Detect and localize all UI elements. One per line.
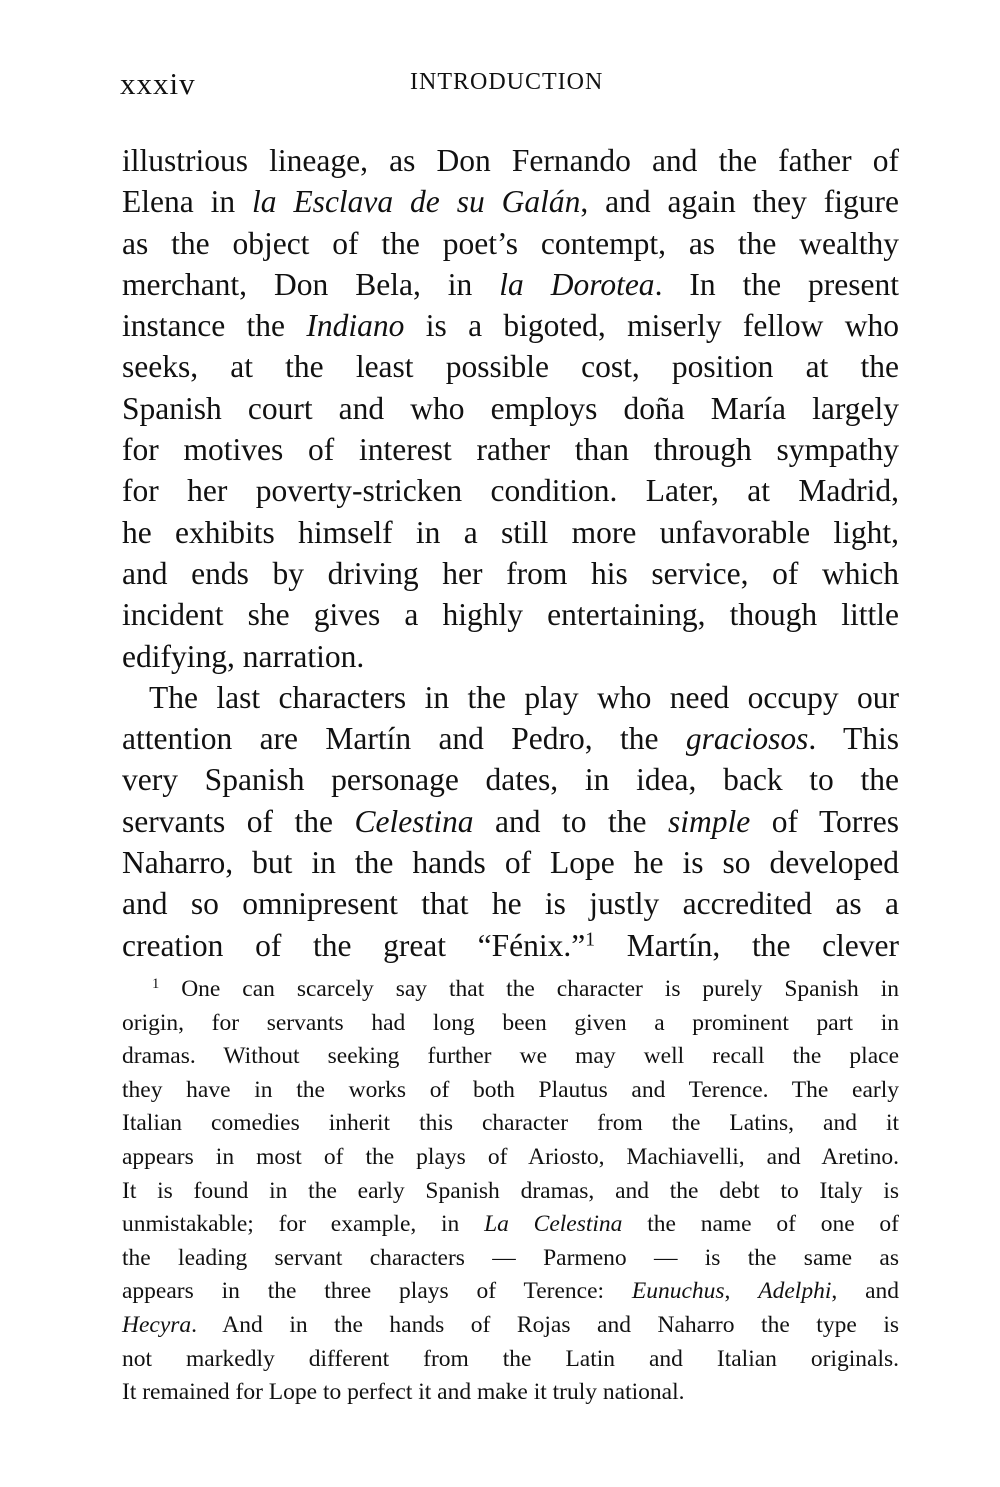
footnote-line <box>122 1208 899 1242</box>
text-run: not markedly different from the Latin and Italian originals. <box>122 1345 899 1372</box>
italic-text: la Dorotea <box>499 266 655 302</box>
text-run: Spanish court and who employs doña María largely <box>122 390 899 426</box>
footnote-line <box>122 1275 899 1309</box>
body-line <box>122 801 899 842</box>
footnote-line <box>122 1376 899 1410</box>
text-run: Elena in <box>122 184 253 220</box>
text-run: One can scarcely say that the character is purely Spanish in <box>159 976 899 1002</box>
text-run: The last characters in the play who need occupy our <box>149 679 899 715</box>
italic-text: graciosos <box>685 721 809 757</box>
body-line <box>122 429 899 470</box>
body-line <box>122 223 899 264</box>
italic-text: la Esclava de su Galán <box>252 184 581 220</box>
text-run: Martín, the clever <box>595 927 900 963</box>
text-run: he exhibits himself in a still more unfavorable light, <box>122 514 899 550</box>
footnote-line <box>122 1007 899 1041</box>
text-run: and to the <box>473 803 669 839</box>
body-line <box>122 636 899 677</box>
text-run: incident she gives a highly entertaining, though little <box>122 597 899 633</box>
italic-text: Adelphi <box>758 1278 832 1305</box>
body-line <box>122 346 899 387</box>
text-run: the leading servant characters — Parmeno — is the same as <box>122 1244 899 1271</box>
body-line <box>122 181 899 222</box>
footnote-marker: 1 <box>152 976 160 992</box>
text-run: It is found in the early Spanish dramas, and the debt to Italy is <box>122 1177 899 1204</box>
footnote-line <box>122 1141 899 1175</box>
body-line <box>122 512 899 553</box>
text-run: Naharro, but in the hands of Lope he is so developed <box>122 845 899 881</box>
text-run: dramas. Without seeking further we may well recall the place <box>122 1043 899 1070</box>
body-line <box>122 264 899 305</box>
footnote-line <box>122 1040 899 1074</box>
italic-text: Celestina <box>354 803 474 839</box>
text-run: instance the <box>122 308 307 344</box>
text-run: Italian comedies inherit this character from the Latins, and it <box>122 1110 899 1137</box>
body-line <box>122 140 899 181</box>
text-run: appears in the three plays of Terence: <box>122 1278 632 1305</box>
italic-text: Hecyra <box>122 1311 192 1338</box>
body-line <box>122 883 899 924</box>
footnote-line <box>122 1309 899 1343</box>
text-run: merchant, Don Bela, in <box>122 266 500 302</box>
italic-text: simple <box>668 803 751 839</box>
text-run: . In the present <box>654 266 900 302</box>
running-title: INTRODUCTION <box>410 69 604 95</box>
text-run: It remained for Lope to perfect it and make it truly national. <box>122 1379 685 1406</box>
text-run: , <box>724 1278 759 1305</box>
text-run: , and <box>831 1278 899 1305</box>
text-run: and ends by driving her from his service, of which <box>122 555 899 591</box>
text-run: for her poverty-stricken condition. Later, at Madrid, <box>122 473 899 509</box>
italic-text: La Celestina <box>484 1211 623 1238</box>
text-run: unmistakable; for example, in <box>122 1211 485 1238</box>
footnote-line <box>122 1242 899 1276</box>
body-line <box>122 553 899 594</box>
italic-text: Eunuchus <box>631 1278 725 1305</box>
text-run: seeks, at the least possible cost, position at the <box>122 349 899 385</box>
text-run: and so omnipresent that he is justly accredited as a <box>122 886 899 922</box>
body-line <box>122 677 899 718</box>
text-run: they have in the works of both Plautus and Terence. The early <box>122 1076 899 1103</box>
body-line <box>122 842 899 883</box>
text-run: servants of the <box>122 803 355 839</box>
footnote-marker: 1 <box>585 928 596 950</box>
footnote-line <box>122 1107 899 1141</box>
body-line <box>122 388 899 429</box>
text-run: . This <box>808 721 899 757</box>
footnote-line <box>122 973 899 1007</box>
footnote-line <box>122 1074 899 1108</box>
page-number: xxxiv <box>120 66 196 101</box>
text-run: very Spanish personage dates, in idea, back to the <box>122 762 899 798</box>
body-line <box>122 925 899 966</box>
text-run: edifying, narration. <box>122 638 365 674</box>
body-line <box>122 718 899 759</box>
footnote-line <box>122 1175 899 1209</box>
body-line <box>122 470 899 511</box>
body-text <box>122 140 899 966</box>
text-run: . And in the hands of Rojas and Naharro the type is <box>191 1311 899 1338</box>
footnote-line <box>122 1343 899 1377</box>
text-run: attention are Martín and Pedro, the <box>122 721 686 757</box>
body-line <box>122 759 899 800</box>
text-run: is a bigoted, miserly fellow who <box>404 308 899 344</box>
running-head <box>120 66 900 106</box>
text-run: appears in most of the plays of Ariosto, Machiavelli, and Aretino. <box>122 1143 899 1170</box>
text-run: illustrious lineage, as Don Fernando and the father of <box>122 143 899 178</box>
text-run: as the object of the poet’s contempt, as the wealthy <box>122 225 899 261</box>
body-line <box>122 305 899 346</box>
text-run: creation of the great “Fénix.” <box>122 927 586 963</box>
text-run: for motives of interest rather than through sympathy <box>122 432 899 468</box>
body-line <box>122 594 899 635</box>
text-run: , and again they figure <box>580 184 899 220</box>
text-run: the name of one of <box>622 1211 899 1238</box>
text-run: of Torres <box>750 803 899 839</box>
italic-text: Indiano <box>306 308 405 344</box>
footnote-block <box>122 973 899 1410</box>
text-run: origin, for servants had long been given a prominent part in <box>122 1009 899 1036</box>
